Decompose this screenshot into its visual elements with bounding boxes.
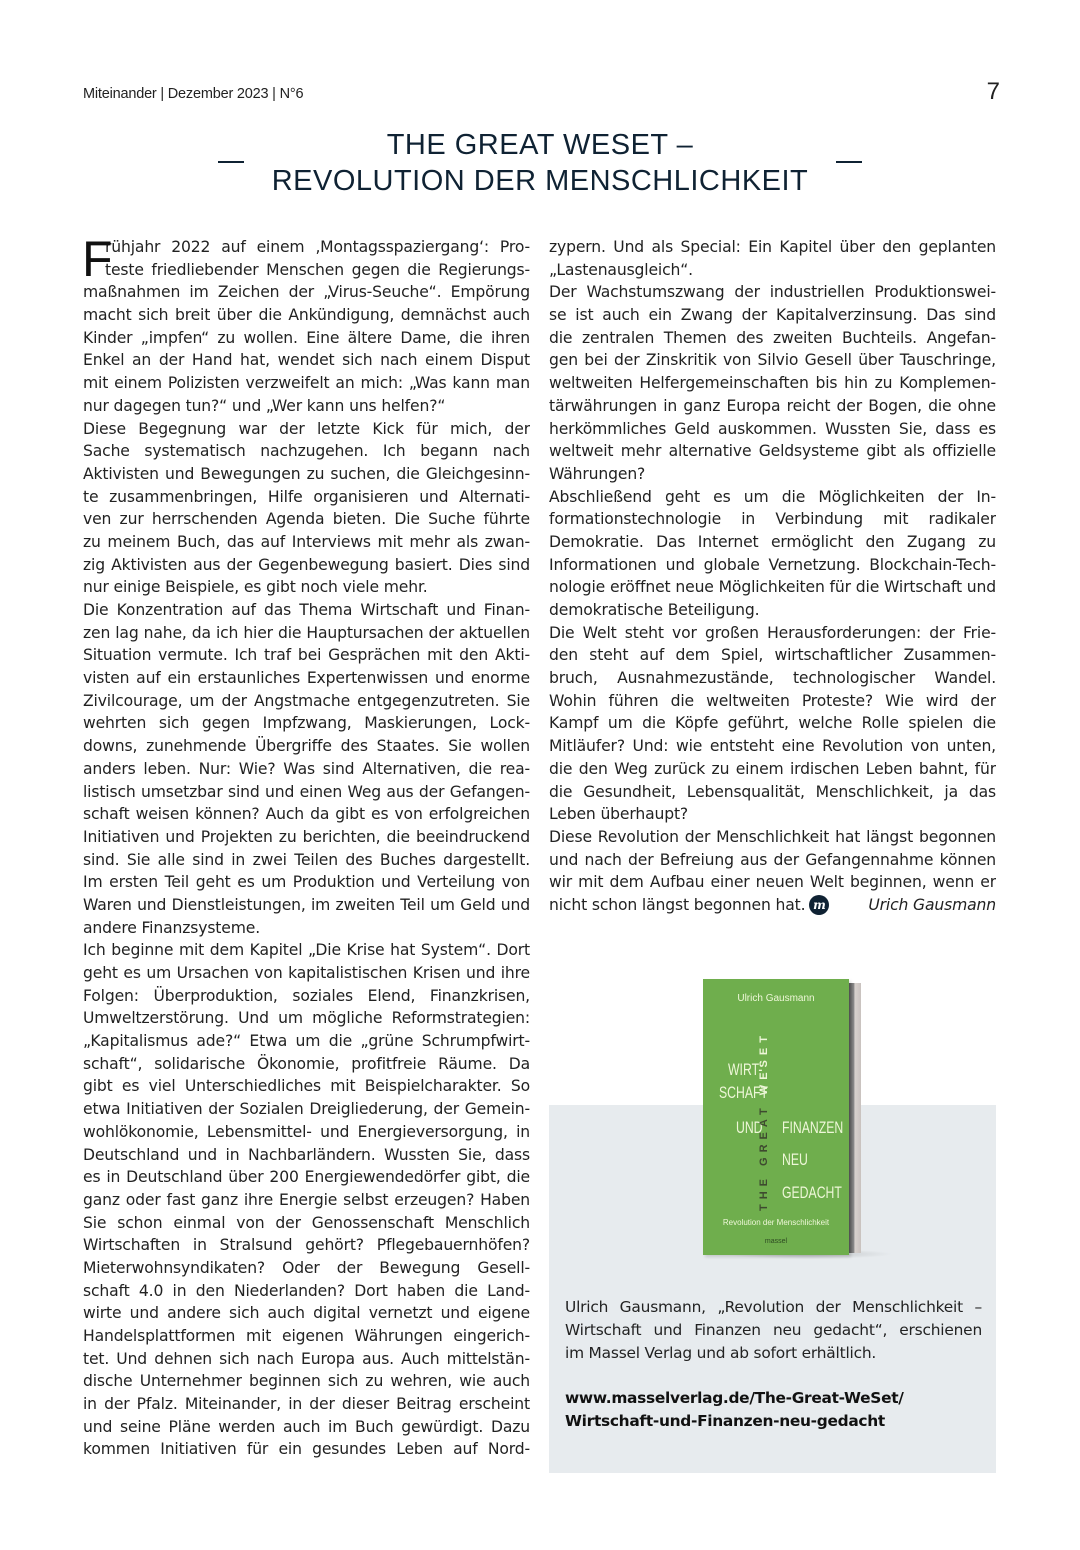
text-line: andere Finanzsysteme. (83, 918, 260, 937)
text-line: Im ersten Teil geht es um Produktion und Verteilung von (83, 873, 530, 892)
text-line: demokratische Beteiligung. (549, 601, 760, 619)
text-line: geht es um Ursachen von kapitalistischen Krisen und ihre (83, 964, 530, 982)
text-line: gen bei der Zinskritik von Silvio Gesell über Tauschringe, (549, 351, 996, 370)
text-line: bruch, Ausnahmezustände, technologischer Wandel. (549, 669, 996, 688)
text-line: zypern. Und als Special: Ein Kapitel über den geplanten (549, 238, 996, 256)
text-line: in der Pfalz. Miteinander, in der dieser Beitrag erscheint (83, 1395, 530, 1414)
closing-text: nicht schon längst begonnen hat. (549, 895, 806, 914)
text-line: Situation vermute. Ich traf bei Gesprächen mit den Akti- (83, 646, 530, 665)
text-line: wehrten sich gegen Impfzwang, Maskierungen, Lock- (83, 714, 530, 733)
text-line: Währungen? (549, 464, 646, 483)
book-promo-url-line-2[interactable]: Wirtschaft-und-Finanzen-neu-gedacht (565, 1412, 885, 1430)
article-author: Urich Gausmann (868, 895, 996, 914)
text-line: maßnahmen im Zeichen der „Virus-Seuche“. Empörung (83, 283, 530, 302)
text-line: Folgen: Überproduktion, soziales Elend, Finanzkrisen, (83, 986, 530, 1005)
article-left-column (82, 231, 530, 1461)
text-line: kommen Initiativen für ein gesundes Leben auf Nord- (83, 1440, 530, 1459)
text-line: und seine Pläne werden auch im Buch gewürdigt. Dazu (83, 1417, 530, 1436)
text-line: es in Deutschland über 200 Energiewendedörfer gibt, die (83, 1168, 530, 1187)
text-line: den steht auf dem Spiel, wirtschaftlicher Zusammen- (549, 646, 996, 665)
book-promo-description (565, 1296, 982, 1365)
text-line: anders leben. Nur: Wie? Was sind Alternativen, die rea- (83, 759, 530, 778)
title-line-2: REVOLUTION DER MENSCHLICHKEIT (271, 165, 809, 197)
book-cover-title-left-3: UND (736, 1118, 763, 1137)
book-promo-url-line-1[interactable]: www.masselverlag.de/The-Great-WeSet/ (565, 1389, 904, 1407)
text-line: Handelsplattformen mit eigenen Währungen eingerich- (83, 1327, 530, 1345)
text-line: schaft“, solidarische Ökonomie, profitfreie Räume. Da (83, 1054, 530, 1073)
text-line: Mitläufer? Und: wie entsteht eine Revolution von unten, (549, 737, 996, 756)
text-line: Deutschland und in Nachbarländern. Wussten Sie, dass (83, 1145, 530, 1164)
text-line: gibt es viel Unterschiedliches mit Beispielcharakter. So (83, 1077, 530, 1096)
text-line: im Massel Verlag und ab sofort erhältlich. (565, 1344, 877, 1362)
text-line: tärwährungen in ganz Europa reicht der Bogen, die ohne (549, 396, 996, 415)
text-line: dische Unternehmer beginnen sich zu wehren, wie auch (83, 1372, 530, 1391)
book-image (703, 979, 849, 1255)
text-line: Aktivisten und Bewegungen zu suchen, die Gleichgesinn- (83, 464, 530, 483)
book-cover-title-left-2: SCHAFT (719, 1083, 768, 1102)
text-line: teste friedliebender Menschen gegen die Regierungs- (105, 260, 530, 279)
text-line: nologie eröffnet neue Möglichkeiten für die Wirtschaft und (549, 578, 996, 597)
text-line: Kampf um die Köpfe geführt, welche Rolle spielen die (549, 714, 996, 733)
text-line: Kinder „impfen“ zu wollen. Eine ältere Dame, die ihren (83, 328, 530, 347)
text-line: die den Weg zurück zu einem irdischen Leben bahnt, für (549, 759, 996, 778)
book-cover-vertical-dark: THE GREAT (758, 1103, 770, 1211)
text-line: Ulrich Gausmann, „Revolution der Menschlichkeit – (565, 1298, 982, 1316)
miteinander-logo-icon: m (809, 895, 829, 915)
text-line: formationstechnologie in Verbindung mit radikaler (549, 510, 996, 529)
text-line: Wirtschaften in Stralsund gehört? Pflegebauernhöfen? (83, 1236, 530, 1255)
text-line: macht sich breit über die Ankündigung, demnächst auch (83, 306, 530, 325)
text-line: Initiativen und Projekten zu berichten, die beeindruckend (83, 827, 530, 846)
text-line: wirte und andere sich auch digital vernetzt und eigene (83, 1304, 530, 1323)
text-line: zig Aktivisten aus der Gegenbewegung basiert. Dies sind (83, 555, 530, 574)
text-line: zen lag nahe, da ich hier die Hauptursachen der aktuellen (83, 623, 530, 642)
book-cover-title-right-3: GEDACHT (782, 1183, 842, 1202)
text-line: Waren und Dienstleistungen, im zweiten Teil um Geld und (83, 895, 530, 914)
text-line: tet. Und dehnen sich nach Europa aus. Auch mittelstän- (83, 1349, 530, 1368)
text-line: Der Wachstumszwang der industriellen Produktionswei- (549, 283, 996, 302)
book-cover-author: Ulrich Gausmann (737, 993, 815, 1004)
text-line: Wirtschaft und Finanzen neu gedacht“, erschienen (565, 1321, 982, 1339)
text-line: Informationen und globale Vernetzung. Blockchain-Tech- (549, 555, 996, 574)
text-line: Die Welt steht vor großen Herausforderungen: der Frie- (549, 623, 996, 642)
book-cover-title-right-2: NEU (782, 1150, 808, 1169)
text-line: „Kapitalismus ade?“ Etwa um die „grüne Schrumpfwirt- (83, 1032, 530, 1051)
text-line: Sache systematisch nachzugehen. Ich begann nach (83, 442, 530, 461)
text-line: schaft 4.0 in den Niederlanden? Dort haben die Land- (83, 1281, 530, 1300)
text-line: die Gesundheit, Lebensqualität, Menschlichkeit, ja das (549, 782, 996, 801)
text-line: Diese Begegnung war der letzte Kick für mich, der (83, 419, 530, 438)
book-cover (703, 979, 849, 1255)
text-line: Die Konzentration auf das Thema Wirtschaft und Finan- (83, 601, 530, 619)
text-line: nur dagegen tun?“ und „Wer kann uns helfen?“ (83, 396, 446, 415)
text-line: „Lastenausgleich“. (549, 260, 693, 279)
text-line: downs, zunehmende Übergriffe des Staates. Sie wollen (83, 737, 530, 756)
text-line: Wohin führen die weltweiten Proteste? Wie wird der (549, 691, 996, 710)
closing-text-group (549, 894, 829, 917)
text-line: Diese Revolution der Menschlichkeit hat längst begonnen (549, 827, 996, 846)
publication-header: Miteinander | Dezember 2023 | N°6 (83, 86, 304, 102)
text-line: rühjahr 2022 auf einem ‚Montagsspaziergang‘: Pro- (105, 238, 530, 256)
article-title (0, 127, 1080, 199)
book-cover-subtitle: Revolution der Menschlichkeit (722, 1218, 830, 1227)
book-promo-link[interactable] (565, 1387, 982, 1433)
text-line: und nach der Befreiung aus der Gefangennahme können (549, 850, 996, 869)
text-line: Ich beginne mit dem Kapitel „Die Krise hat System“. Dort (83, 941, 530, 960)
text-line: Umweltzerstörung. Und um mögliche Reformstrategien: (83, 1009, 530, 1028)
page-number: 7 (986, 78, 1000, 105)
text-line: se ist auch ein Zwang der Kapitalverzinsung. Das sind (549, 306, 996, 325)
text-line: etwa Initiativen der Sozialen Dreigliederung, der Gemein- (83, 1100, 530, 1119)
book-cover-publisher: massel (764, 1238, 788, 1245)
text-line: Enkel an der Hand hat, wendet sich nach einem Disput (83, 351, 530, 370)
text-line: listisch umsetzbar sind und einen Weg aus der Gefangen- (83, 782, 530, 801)
text-line: wohlökonomie, Lebensmittel- und Energieversorgung, in (83, 1122, 530, 1141)
drop-cap: F (82, 231, 113, 287)
text-line: herkömmliches Geld auskommen. Wussten Sie, dass es (549, 419, 996, 438)
text-line: wir mit dem Aufbau einer neuen Welt beginnen, wenn er (549, 873, 996, 892)
title-line-1: THE GREAT WESET – (386, 129, 694, 161)
text-line: Mieterwohnsyndikaten? Oder der Bewegung Gesell- (83, 1258, 530, 1277)
book-cover-title-right-1: FINANZEN (782, 1118, 844, 1137)
text-line: Demokratie. Das Internet ermöglicht den Zugang zu (549, 532, 996, 551)
text-line: Zivilcourage, um der Angstmache entgegenzutreten. Sie (83, 691, 530, 710)
text-line: Leben überhaupt? (549, 805, 689, 824)
text-line: Abschließend geht es um die Möglichkeiten der In- (549, 487, 996, 506)
text-line: schaft weisen können? Auch da gibt es von erfolgreichen (83, 805, 530, 824)
text-line: mit einem Polizisten verzweifelt an mich: „Was kann man (83, 374, 530, 393)
text-line: die zentralen Themen des zweiten Buchteils. Angefan- (549, 328, 996, 347)
text-line: weltweiten Helfergemeinschaften bis hin zu Komplemen- (549, 374, 996, 393)
book-spine (849, 983, 861, 1253)
article-right-column (549, 236, 996, 917)
closing-line (549, 894, 996, 917)
text-line: sind. Sie alle sind in zwei Teilen des Buches dargestellt. (83, 850, 530, 869)
text-line: zu meinem Buch, das auf Interviews mit mehr als zwan- (83, 532, 530, 551)
text-line: ven zur herrschenden Agenda bieten. Die Suche führte (83, 510, 530, 529)
book-cover-title-left-1: WIRT- (728, 1060, 763, 1079)
text-line: weltweit mehr alternative Geldsysteme gibt als offizielle (549, 442, 996, 461)
text-line: visten auf ein erstaunliches Expertenwissen und enorme (83, 669, 530, 688)
text-line: te zusammenbringen, Hilfe organisieren und Alternati- (83, 487, 530, 506)
book-cover-vertical-title (758, 1031, 770, 1211)
text-line: Sie schon einmal von der Genossenschaft Menschlich (83, 1213, 530, 1232)
book-cover-vertical-light: WESET (758, 1031, 770, 1096)
text-line: nur einige Beispiele, es gibt noch viele mehr. (83, 578, 428, 597)
text-line: ganz oder fast ganz ihre Energie selbst erzeugen? Haben (83, 1190, 530, 1209)
